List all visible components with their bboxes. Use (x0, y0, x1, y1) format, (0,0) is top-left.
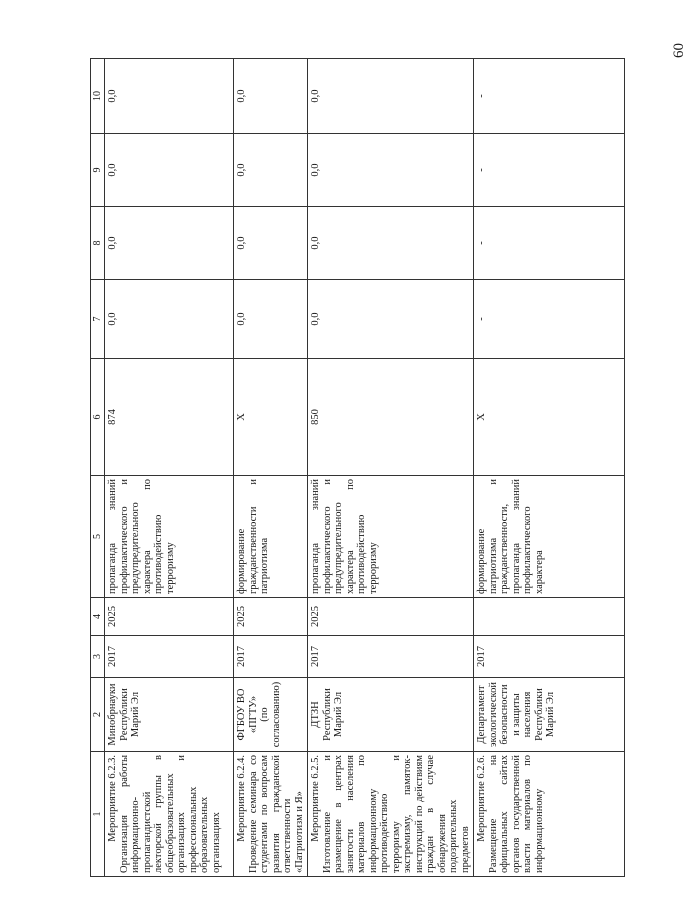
expected-result-cell: пропаганда знаний профилактического и предупредительного характера по противодействию терроризму (105, 476, 234, 598)
value-cell-col9: - (474, 134, 625, 207)
value-cell-col8: 0,0 (234, 207, 308, 280)
end-year-cell: 2025 (308, 598, 474, 636)
program-measures-table (90, 58, 625, 877)
value-cell-col7: 0,0 (308, 280, 474, 359)
measure-cell (234, 752, 308, 877)
measure-description: Организация работы информационно-пропагандистской лекторской группы в общеобразовательных организациях и профессиональных образовательных организациях (118, 755, 222, 873)
header-row (91, 59, 105, 877)
expected-result-cell: пропаганда знаний профилактического и предупредительного характера по противодействию терроризму (308, 476, 474, 598)
value-cell-col8: 0,0 (308, 207, 474, 280)
table-row (308, 59, 474, 877)
header-cell: 8 (91, 207, 105, 280)
measure-description: Изготовление и размещение в центрах занятости населения материалов по информационному противодействию терроризму и экстремизму, памяток-инструкций по действиям граждан в случае обнаружения подозрительных предметов (321, 755, 471, 873)
value-cell-col10: 0,0 (234, 59, 308, 134)
value-cell-col9: 0,0 (105, 134, 234, 207)
header-cell: 1 (91, 752, 105, 877)
end-year-cell: 2025 (105, 598, 234, 636)
value-cell-col7: - (474, 280, 625, 359)
measure-number: Мероприятие 6.2.6. (476, 755, 487, 842)
value-cell-col9: 0,0 (234, 134, 308, 207)
header-cell: 3 (91, 636, 105, 678)
expected-result-cell: формирование гражданственности и патриотизма (234, 476, 308, 598)
page-number: 60 (671, 43, 687, 58)
header-cell: 5 (91, 476, 105, 598)
measure-cell (308, 752, 474, 877)
value-cell-col10: 0,0 (105, 59, 234, 134)
end-year-cell: 2025 (234, 598, 308, 636)
measure-cell (474, 752, 625, 877)
budget-code-cell: 874 (105, 359, 234, 476)
executor-cell: Минобрнауки Республики Марий Эл (105, 678, 234, 752)
measure-cell (105, 752, 234, 877)
executor-cell: ДТЗН Республики Марий Эл (308, 678, 474, 752)
value-cell-col7: 0,0 (105, 280, 234, 359)
executor-name: ФГБОУ ВО «ПГТУ» (236, 688, 259, 741)
table-row (234, 59, 308, 877)
value-cell-col10: - (474, 59, 625, 134)
value-cell-col8: 0,0 (105, 207, 234, 280)
header-cell: 9 (91, 134, 105, 207)
value-cell-col10: 0,0 (308, 59, 474, 134)
value-cell-col9: 0,0 (308, 134, 474, 207)
header-cell: 7 (91, 280, 105, 359)
budget-code-cell: X (474, 359, 625, 476)
value-cell-col7: 0,0 (234, 280, 308, 359)
budget-code-cell: X (234, 359, 308, 476)
start-year-cell: 2017 (474, 636, 625, 678)
header-cell: 10 (91, 59, 105, 134)
measure-number: Мероприятие 6.2.5. (310, 755, 321, 842)
measure-description: Проведение семинара со студентами по вопросам развития гражданской ответственности «Патриотизм и Я» (247, 755, 305, 873)
start-year-cell: 2017 (234, 636, 308, 678)
start-year-cell: 2017 (308, 636, 474, 678)
measure-number: Мероприятие 6.2.3. (107, 755, 118, 842)
start-year-cell: 2017 (105, 636, 234, 678)
executor-cell: Департамент экологической безопасности и защиты населения Республики Марий Эл (474, 678, 625, 752)
table-row (105, 59, 234, 877)
measure-number: Мероприятие 6.2.4. (236, 755, 247, 842)
executor-note: (по согласованию) (259, 681, 282, 748)
end-year-cell (474, 598, 625, 636)
rotated-table-sheet (90, 59, 631, 877)
table-row (474, 59, 625, 877)
header-cell: 6 (91, 359, 105, 476)
executor-cell (234, 678, 308, 752)
budget-code-cell: 850 (308, 359, 474, 476)
expected-result-cell: формирование патриотизма и гражданственности, пропаганда знаний профилактического характера (474, 476, 625, 598)
measure-description: Размещение на официальных сайтах органов государственной власти материалов по информационному (487, 755, 545, 873)
header-cell: 2 (91, 678, 105, 752)
header-cell: 4 (91, 598, 105, 636)
value-cell-col8: - (474, 207, 625, 280)
